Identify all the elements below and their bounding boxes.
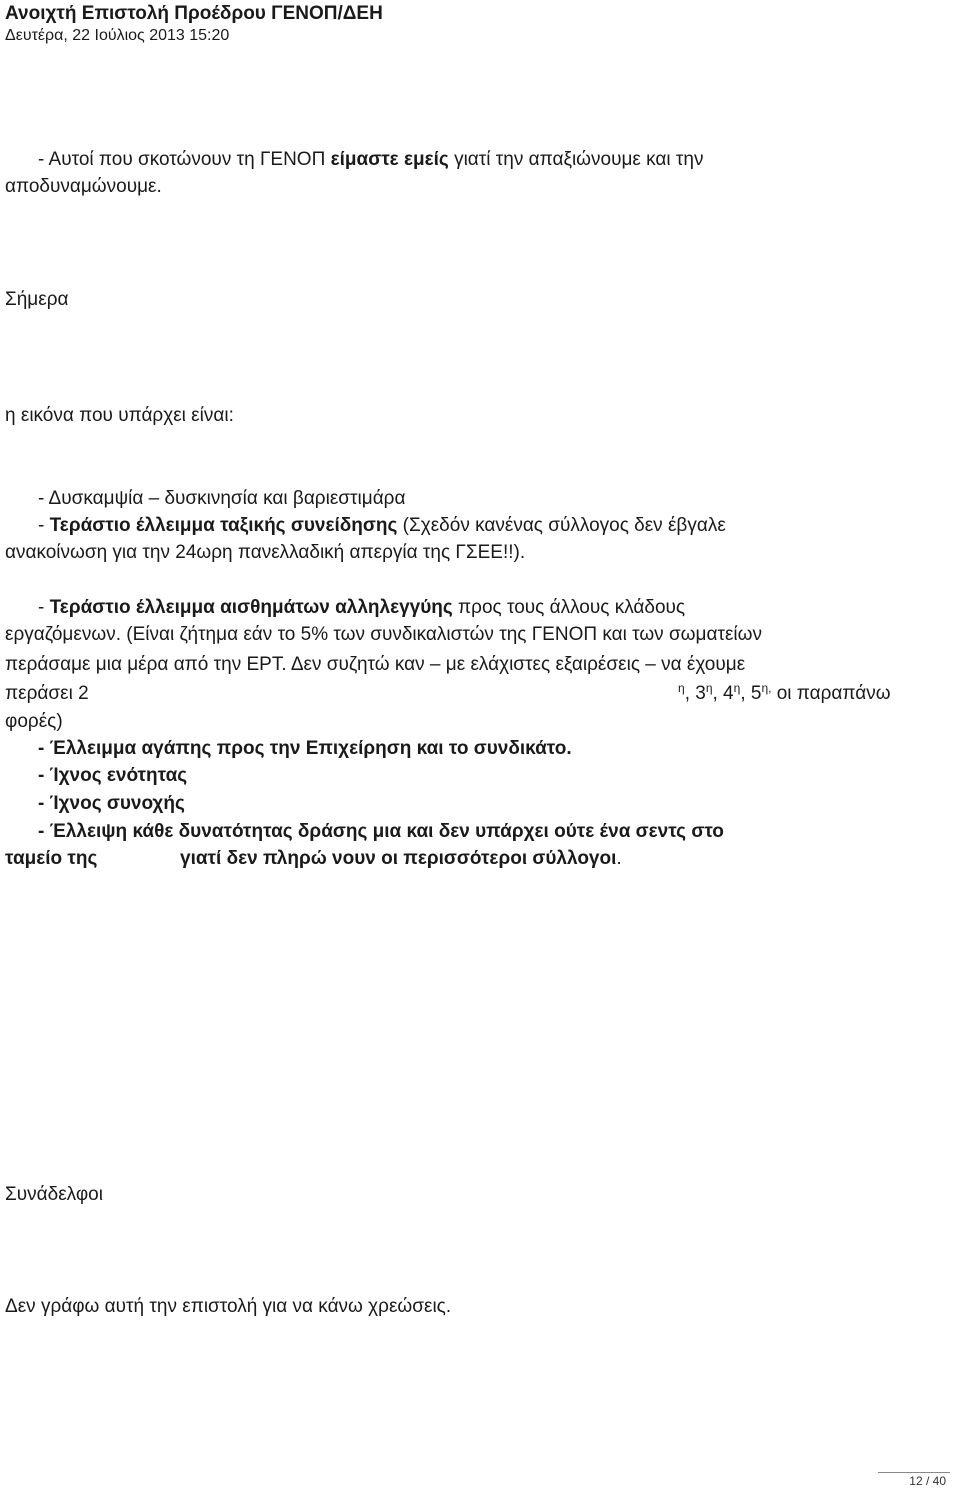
- paragraph-line: - Αυτοί που σκοτώνουν τη ΓΕΝΟΠ είμαστε εμείς γιατί την απαξιώνουμε και την: [38, 149, 704, 170]
- bullet-line: περάσαμε μια μέρα από την ΕΡΤ. Δεν συζητώ καν – με ελάχιστες εξαιρέσεις – να έχουμε: [5, 654, 746, 675]
- bullet-line: - Ίχνος ενότητας: [38, 765, 188, 786]
- document-date: Δευτέρα, 22 Ιούλιος 2013 15:20: [5, 27, 230, 44]
- paragraph-line: Δεν γράφω αυτή την επιστολή για να κάνω χρεώσεις.: [5, 1296, 452, 1317]
- bullet-line: - Ίχνος συνοχής: [38, 793, 185, 814]
- bullet-line: περάσει 2: [5, 683, 89, 704]
- document-title: Ανοιχτή Επιστολή Προέδρου ΓΕΝΟΠ/ΔΕΗ: [5, 3, 383, 24]
- page-number: 12 / 40: [909, 1474, 946, 1488]
- bullet-line: $^\eta$, $3^\eta$, $4^\eta$, $5^{\eta,}$ οι παραπάνω: [678, 681, 891, 704]
- paragraph-line: η εικόνα που υπάρχει είναι:: [5, 405, 234, 426]
- bullet-line: εργαζόμενων. (Είναι ζήτημα εάν το 5% των συνδικαλιστών της ΓΕΝΟΠ και των σωματείων: [5, 624, 762, 645]
- bullet-line: γιατί δεν πληρώ νουν οι περισσότεροι σύλλογοι.: [180, 848, 622, 869]
- bullet-line: ταμείο της: [5, 848, 98, 869]
- footer-divider: [878, 1472, 950, 1473]
- paragraph-line: αποδυναμώνουμε.: [5, 176, 162, 197]
- bullet-line: - Δυσκαμψία – δυσκινησία και βαριεστιμάρα: [38, 488, 406, 509]
- bullet-line: - Έλλειψη κάθε δυνατότητας δράσης μια και δεν υπάρχει ούτε ένα σεντς στο: [38, 821, 724, 842]
- bullet-line: - Τεράστιο έλλειμμα ταξικής συνείδησης (Σχεδόν κανένας σύλλογος δεν έβγαλε: [38, 515, 726, 536]
- bullet-line: - Τεράστιο έλλειμμα αισθημάτων αλληλεγγύης προς τους άλλους κλάδους: [38, 597, 686, 618]
- bullet-line: φορές): [5, 711, 63, 732]
- paragraph-line: Σήμερα: [5, 289, 69, 310]
- bullet-line: - Έλλειμμα αγάπης προς την Επιχείρηση και το συνδικάτο.: [38, 738, 572, 759]
- paragraph-line: Συνάδελφοι: [5, 1184, 103, 1205]
- bullet-line: ανακοίνωση για την 24ωρη πανελλαδική απεργία της ΓΣΕΕ!!).: [5, 542, 526, 563]
